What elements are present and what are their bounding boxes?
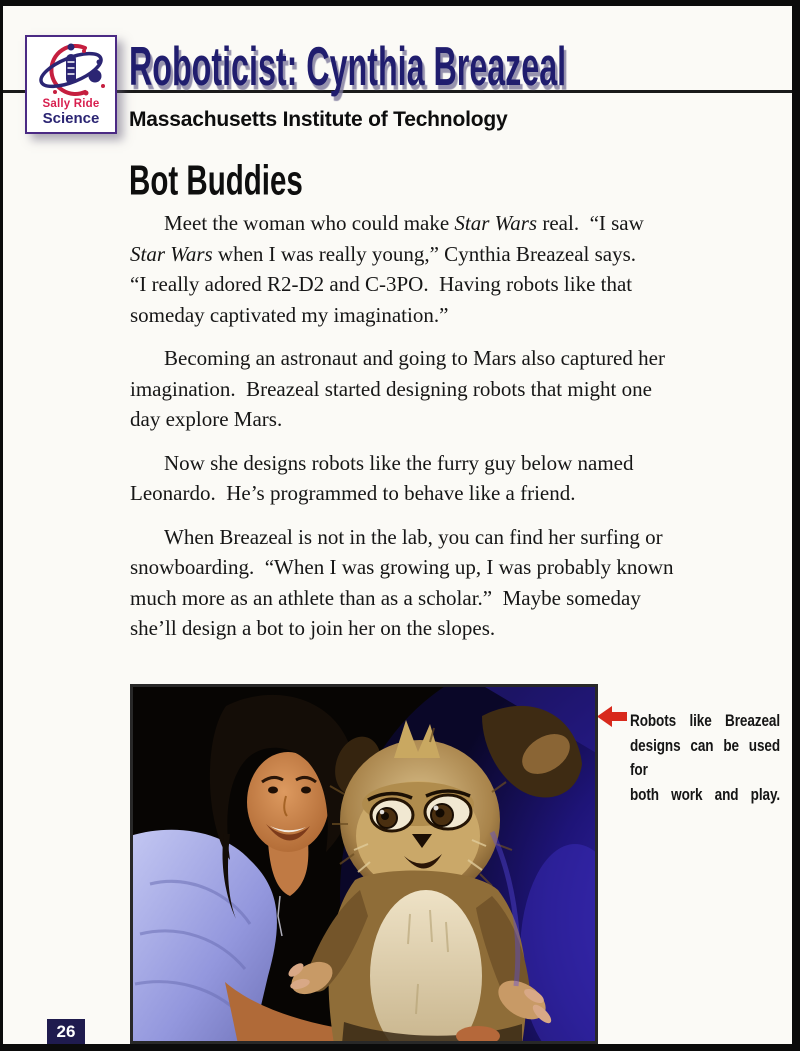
text-line: day explore Mars. bbox=[130, 407, 283, 431]
logo-text-sally-ride: Sally Ride bbox=[42, 98, 100, 110]
text-line: someday captivated my imagination.” bbox=[130, 302, 449, 327]
text-line: snowboarding. “When I was growing up, I was probably known bbox=[130, 555, 674, 579]
paragraph bbox=[130, 208, 730, 330]
caption-arrow-icon bbox=[597, 705, 627, 728]
affiliation-subtitle: Massachusetts Institute of Technology bbox=[129, 108, 508, 131]
paragraph bbox=[130, 448, 730, 509]
text-line: Becoming an astronaut and going to Mars also captured her bbox=[164, 346, 665, 370]
text-line: Leonardo. He’s programmed to behave like a friend. bbox=[130, 481, 576, 505]
text-line: imagination. Breazeal started designing robots that might one bbox=[130, 376, 652, 401]
page-edge-top bbox=[0, 0, 800, 6]
paragraph bbox=[130, 343, 730, 435]
article-body bbox=[130, 208, 730, 657]
text-line: much more as an athlete than as a scholar.” Maybe someday bbox=[130, 585, 641, 610]
caption-line: both work and play. bbox=[630, 785, 781, 804]
page-number-badge: 26 bbox=[47, 1019, 85, 1045]
page-title: Roboticist: Cynthia Breazeal bbox=[129, 36, 567, 98]
text-line: Now she designs robots like the furry guy below named bbox=[164, 450, 634, 475]
text-line: Meet the woman who could make Star Wars real. “I saw bbox=[164, 211, 644, 235]
text-line: she’ll design a bot to join her on the slopes. bbox=[130, 616, 496, 640]
sally-ride-science-logo bbox=[25, 35, 117, 134]
text-line: Star Wars when I was really young,” Cynthia Breazeal says. bbox=[130, 241, 637, 266]
photo-illustration bbox=[130, 684, 598, 1044]
paragraph bbox=[130, 522, 730, 644]
text-line: When Breazeal is not in the lab, you can find her surfing or bbox=[164, 524, 663, 549]
page-edge-bottom bbox=[0, 1044, 800, 1051]
text-line: “I really adored R2-D2 and C-3PO. Having robots like that bbox=[130, 272, 633, 296]
page-edge-left bbox=[0, 0, 3, 1051]
photo-caption bbox=[630, 709, 780, 807]
atom-testtube-icon bbox=[29, 40, 113, 98]
caption-line: Robots like Breazeal bbox=[630, 712, 781, 730]
page-edge-right bbox=[792, 0, 800, 1051]
caption-line: designs can be used for bbox=[630, 736, 781, 779]
photo-breazeal-leonardo bbox=[130, 684, 598, 1044]
section-heading: Bot Buddies bbox=[129, 156, 303, 204]
logo-text-science: Science bbox=[42, 110, 100, 127]
